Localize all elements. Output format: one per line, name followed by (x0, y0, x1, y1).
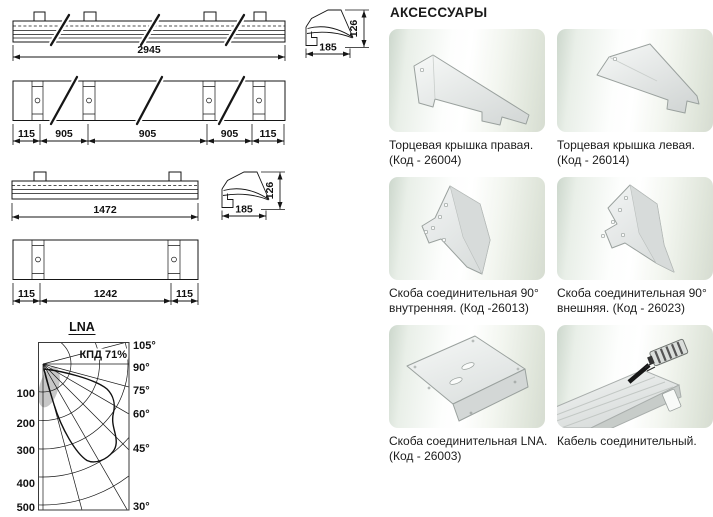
accessory-card-cable (557, 325, 713, 449)
accessory-card-end-cap-left (557, 29, 713, 168)
bracket-90-internal-illustration (389, 177, 545, 280)
short-total-dim-label: 1472 (93, 204, 117, 216)
bracket-90-external-illustration (557, 177, 713, 280)
bracket-90-external-image (557, 177, 713, 280)
cable-image (557, 325, 713, 428)
short-seg-label-2: 115 (176, 288, 193, 300)
lna-angle-30: 30° (133, 501, 150, 513)
cable-illustration (557, 325, 713, 428)
caption-code: (Код - 26003) (389, 449, 462, 463)
lna-angle-105: 105° (133, 340, 156, 352)
long-luminaire-side-view (13, 12, 285, 61)
caption-line: Скоба соединительная LNA. (389, 434, 548, 448)
long-seg-label-4: 115 (259, 128, 277, 140)
bracket-90-internal-image (389, 177, 545, 280)
short-luminaire-side-view (12, 172, 198, 221)
short-luminaire-bottom-view (13, 240, 198, 305)
long-total-dim-label: 2945 (137, 44, 161, 56)
short-seg-label-1: 1242 (93, 288, 118, 300)
lna-photometric-diagram (0, 223, 184, 514)
accessory-card-bracket-90-internal (389, 177, 545, 316)
caption-line: Скоба соединительная 90° (389, 286, 539, 300)
accessories-header: АКСЕССУАРЫ (390, 5, 488, 20)
short-seg-label-0: 115 (18, 288, 35, 300)
bracket-lna-illustration (389, 325, 545, 428)
lna-angle-60: 60° (133, 408, 150, 421)
lna-radial-100: 100 (16, 388, 35, 400)
accessory-card-end-cap-right (389, 29, 545, 168)
lna-radial-200: 200 (16, 418, 35, 430)
long-seg-label-0: 115 (18, 128, 35, 140)
lna-radial-400: 400 (16, 478, 35, 490)
long-profile-height-label: 126 (348, 19, 360, 38)
end-cap-right-image (389, 29, 545, 132)
lna-angle-90: 90° (133, 362, 150, 374)
caption-line: Скоба соединительная 90° (557, 286, 707, 300)
caption-line: Торцевая крышка правая. (389, 138, 534, 152)
end-cap-left-image (557, 29, 713, 132)
lna-angle-75: 75° (133, 385, 150, 397)
caption-line: Торцевая крышка левая. (557, 138, 696, 152)
lna-efficiency-label: КПД 71% (79, 349, 127, 361)
lna-title: LNA (69, 320, 95, 334)
lna-radial-300: 300 (16, 445, 35, 457)
end-cap-right-illustration (389, 29, 545, 132)
end-cap-left-illustration (557, 29, 713, 132)
caption-code: внешняя. (Код - 26023) (557, 301, 686, 315)
bracket-lna-image (389, 325, 545, 428)
short-profile-width-label: 185 (235, 203, 253, 216)
short-luminaire-profile (222, 172, 285, 220)
lna-angle-45: 45° (133, 443, 150, 455)
long-luminaire-bottom-view (13, 77, 285, 145)
long-luminaire-profile (306, 10, 369, 58)
short-profile-height-label: 126 (264, 181, 276, 200)
caption-code: внутренняя. (Код -26013) (389, 301, 529, 315)
long-profile-width-label: 185 (319, 41, 337, 54)
caption-line: Кабель соединительный. (557, 434, 697, 448)
accessories-section (389, 0, 713, 517)
long-seg-label-1: 905 (55, 128, 73, 140)
caption-code: (Код - 26004) (389, 153, 462, 167)
accessory-card-bracket-lna (389, 325, 548, 464)
caption-code: (Код - 26014) (557, 153, 630, 167)
lna-radial-500: 500 (16, 502, 35, 514)
accessory-card-bracket-90-external (557, 177, 713, 316)
long-seg-label-3: 905 (220, 128, 239, 140)
long-seg-label-2: 905 (138, 128, 157, 140)
